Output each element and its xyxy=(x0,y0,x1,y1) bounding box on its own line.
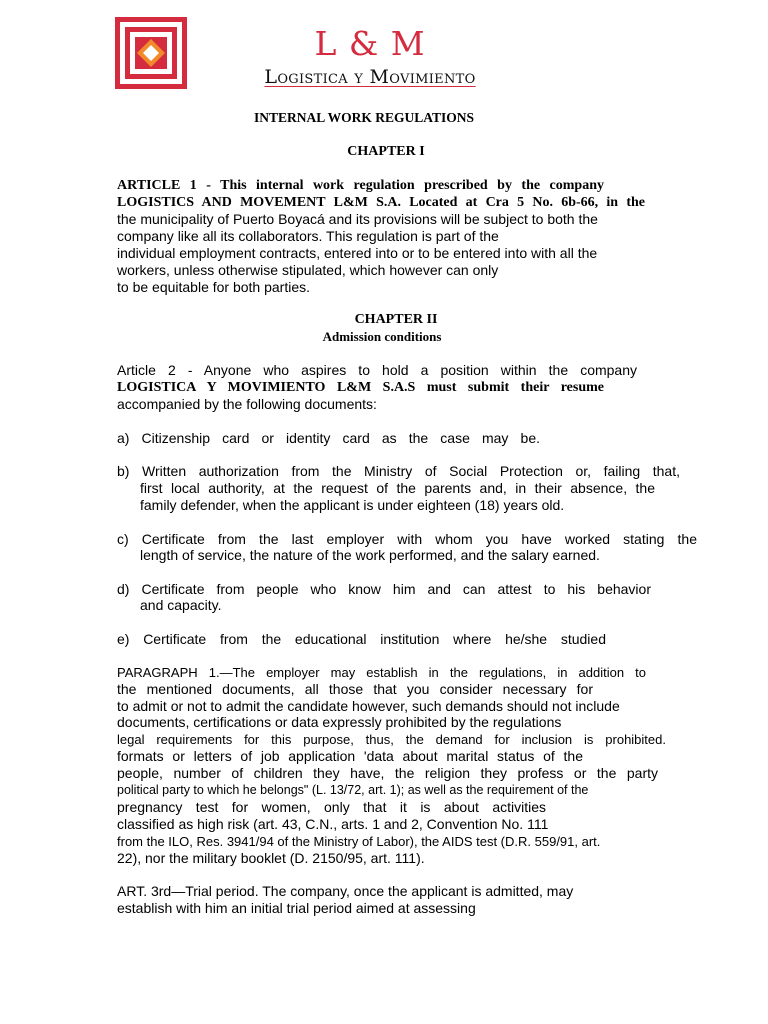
chapter-2-subtitle: Admission conditions xyxy=(322,329,442,344)
paragraph-1-line: formats or letters of job application 'data about marital status of the xyxy=(117,748,583,764)
list-item-b-cont: family defender, when the applicant is under eighteen (18) years old. xyxy=(140,497,565,513)
list-item-d-cont: and capacity. xyxy=(140,597,222,613)
paragraph-1-line: documents, certifications or data expressly prohibited by the regulations xyxy=(117,714,562,730)
brand-name: L & M xyxy=(314,24,426,63)
article-1-line: individual employment contracts, entered into or to be entered into with all the xyxy=(117,245,598,261)
article-2-line: accompanied by the following documents: xyxy=(117,396,377,412)
paragraph-1-line: pregnancy test for women, only that it is about activities xyxy=(117,799,546,815)
article-1-line: to be equitable for both parties. xyxy=(117,279,311,295)
paragraph-1-line: PARAGRAPH 1.—The employer may establish in the regulations, in addition to xyxy=(117,665,646,680)
article-2-line: LOGISTICA Y MOVIMIENTO L&M S.A.S must submit their resume xyxy=(117,380,604,395)
list-item-e: e) Certificate from the educational institution where he/she studied xyxy=(117,631,606,647)
article-1-line: LOGISTICS AND MOVEMENT L&M S.A. Located at Cra 5 No. 6b-66, in the xyxy=(117,195,645,210)
paragraph-1-line: legal requirements for this purpose, thus, the demand for inclusion is prohibited. xyxy=(117,732,666,747)
brand-subtitle: Logistica y Movimiento xyxy=(264,66,476,88)
article-1-line: company like all its collaborators. This regulation is part of the xyxy=(117,228,499,244)
paragraph-1-line: to admit or not to admit the candidate however, such demands should not include xyxy=(117,698,620,714)
document-title: INTERNAL WORK REGULATIONS xyxy=(253,110,475,125)
list-item-a: a) Citizenship card or identity card as the case may be. xyxy=(117,430,540,446)
list-item-b-cont: first local authority, at the request of the parents and, in their absence, the xyxy=(140,480,655,496)
article-3-line: establish with him an initial trial period aimed at assessing xyxy=(117,900,476,916)
chapter-2-heading: CHAPTER II xyxy=(354,312,438,327)
paragraph-1-line: people, number of children they have, the religion they profess or the party xyxy=(117,765,658,781)
company-logo-icon xyxy=(115,17,187,89)
paragraph-1-line: classified as high risk (art. 43, C.N., arts. 1 and 2, Convention No. 111 xyxy=(117,816,549,832)
article-2-line: Article 2 - Anyone who aspires to hold a position within the company xyxy=(117,362,637,378)
paragraph-1-line: 22), nor the military booklet (D. 2150/95, art. 111). xyxy=(117,850,425,866)
list-item-d: d) Certificate from people who know him and can attest to his behavior xyxy=(117,581,651,597)
article-3-line: ART. 3rd—Trial period. The company, once the applicant is admitted, may xyxy=(117,883,574,899)
article-1-line: workers, unless otherwise stipulated, which however can only xyxy=(117,262,499,278)
list-item-b: b) Written authorization from the Ministry of Social Protection or, failing that, xyxy=(117,463,680,479)
paragraph-1-line: political party to which he belongs" (L. 13/72, art. 1); as well as the requirement of the xyxy=(117,783,589,797)
article-1-line: ARTICLE 1 - This internal work regulation prescribed by the company xyxy=(117,178,604,193)
paragraph-1-line: the mentioned documents, all those that you consider necessary for xyxy=(117,681,593,697)
article-1-line: the municipality of Puerto Boyacá and its provisions will be subject to both the xyxy=(117,211,598,227)
paragraph-1-line: from the ILO, Res. 3941/94 of the Ministry of Labor), the AIDS test (D.R. 559/91, art. xyxy=(117,834,601,849)
chapter-1-heading: CHAPTER I xyxy=(347,144,425,159)
list-item-c: c) Certificate from the last employer with whom you have worked stating the xyxy=(117,531,697,547)
list-item-c-cont: length of service, the nature of the work performed, and the salary earned. xyxy=(140,547,600,563)
